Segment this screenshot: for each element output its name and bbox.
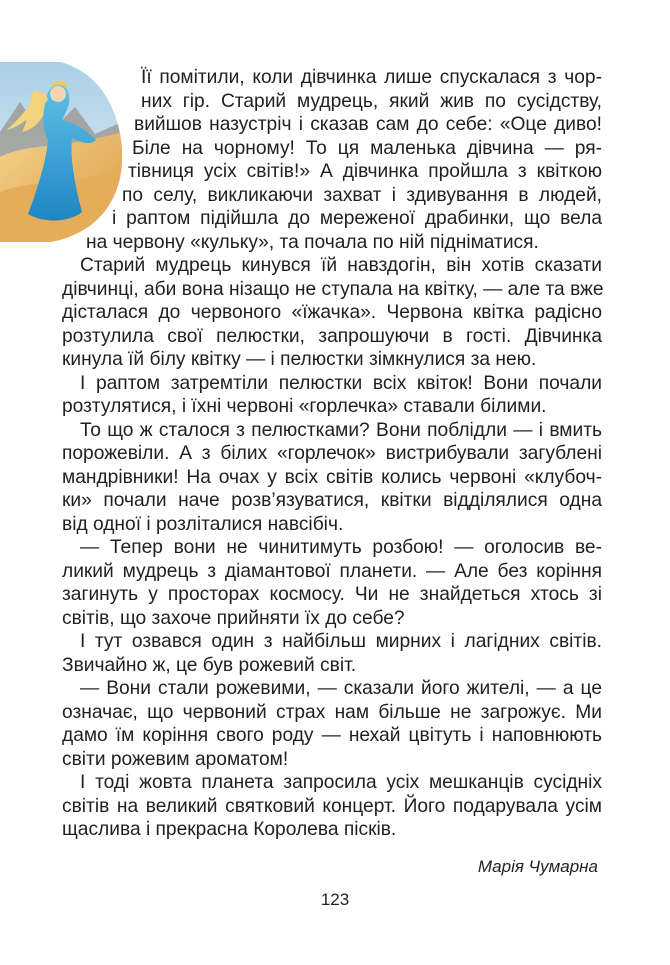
- text-line: порожевіли. А з білих «горлечок» вистрибували загублені: [62, 443, 602, 464]
- text-line: ки» почали наче розв’язуватися, квітки відділялися одна: [62, 490, 602, 511]
- text-line: Звичайно ж, це був рожевий світ.: [62, 654, 357, 676]
- text-line: І тут озвався один з найбільш мирних і лагідних світів.: [80, 631, 602, 652]
- text-line: ликий мудрець з діамантової планети. — Але без коріння: [62, 560, 602, 582]
- text-line: дівчинці, аби вона нізащо не ступала на квітку, — але та вже: [62, 278, 604, 300]
- text-line: розтулила свої пелюстки, запрошуючи в гості. Дівчинка: [62, 325, 602, 347]
- text-line: — Вони стали рожевими, — сказали його жителі, — а це: [80, 678, 602, 699]
- text-line: від одної і розліталися навсібіч.: [62, 513, 344, 535]
- text-line: по селу, викликаючи захват і здивування в людей,: [122, 184, 602, 206]
- text-line: І раптом затремтіли пелюстки всіх квіток! Вони почали: [80, 372, 602, 394]
- text-line: світів на великий святковий концерт. Його подарувала усім: [62, 795, 602, 817]
- text-line: вийшов назустріч і сказав сам до себе: «Оце диво!: [134, 114, 602, 135]
- text-line: тівниця усіх світів!» А дівчинка пройшла з квіткою: [128, 161, 602, 182]
- text-line: То що ж сталося з пелюстками? Вони поблідли — і вмить: [80, 419, 602, 441]
- text-line: і раптом підійшла до мереженої драбинки, що вела: [112, 208, 602, 229]
- text-line: Її помітили, коли дівчинка лише спускалася з чор-: [141, 67, 602, 88]
- text-line: Біле на чорному! То ця маленька дівчина — ря-: [132, 137, 602, 159]
- text-line: на червону «кульку», та почала по ній підніматися.: [86, 231, 539, 253]
- text-line: розтулятися, і їхні червоні «горлечка» ставали білими.: [62, 396, 547, 417]
- text-line: — Тепер вони не чинитимуть розбою! — оголосив ве-: [80, 537, 602, 558]
- text-line: означає, що червоний страх нам більше не загрожує. Ми: [62, 701, 602, 723]
- text-line: Старий мудрець кинувся їй навздогін, він хотів сказати: [80, 255, 602, 276]
- text-line: І тоді жовта планета запросила усіх мешканців сусідніх: [80, 772, 602, 793]
- text-line: дамо їм коріння свого роду — нехай цвітуть і наповнюють: [62, 725, 602, 746]
- text-line: загинуть у просторах космосу. Чи не знайдеться хтось зі: [62, 584, 602, 605]
- page-number: 123: [320, 890, 350, 909]
- text-line: світи рожевим ароматом!: [62, 748, 289, 770]
- text-line: них гір. Старий мудрець, який жив по сусідству,: [141, 90, 602, 112]
- author-name: Марія Чумарна: [477, 857, 598, 876]
- text-line: кинула їй білу квітку — і пелюстки зімкнулися за нею.: [62, 349, 537, 370]
- story-text: [62, 66, 602, 842]
- text-line: дісталася до червоного «їжачка». Червона квітка радісно: [62, 302, 602, 323]
- text-line: світів, що захоче прийняти їх до себе?: [62, 607, 405, 629]
- text-line: щаслива і прекрасна Королева пісків.: [62, 819, 397, 840]
- text-line: мандрівники! На очах у всіх світів колись червоні «клубоч-: [62, 466, 602, 488]
